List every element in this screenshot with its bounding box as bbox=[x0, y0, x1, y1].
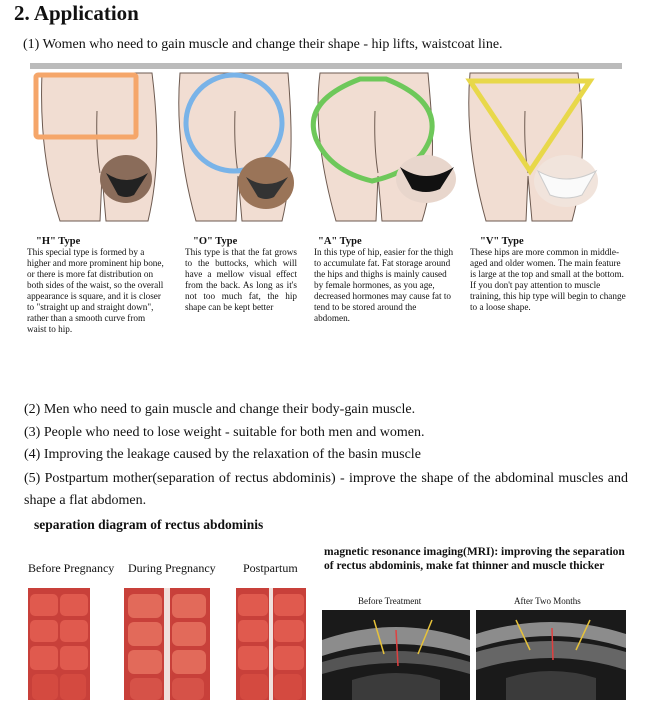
hip-type-title: "O" Type bbox=[193, 236, 238, 247]
hip-type-a bbox=[314, 236, 454, 324]
mri-after-image bbox=[476, 610, 626, 700]
application-item-2: (2) Men who need to gain muscle and change their body-gain muscle. bbox=[24, 402, 416, 417]
abdomen-postpartum bbox=[236, 588, 306, 700]
application-item-4: (4) Improving the leakage caused by the relaxation of the basin muscle bbox=[24, 447, 421, 462]
hip-type-v bbox=[470, 236, 628, 313]
strip-top-shade bbox=[30, 63, 622, 69]
hip-type-description: This special type is formed by a higher and more prominent hip bone, or there is more fat distribution on both sides of the waist, so the overall appearance is square, and it is closer to "straight up and straight down", rather than a smooth curve from waist to hip. bbox=[27, 247, 164, 334]
mri-title: magnetic resonance imaging(MRI): improving the separation of rectus abdominis, make fat thinner and muscle thicker bbox=[324, 546, 625, 572]
stage-label-during: During Pregnancy bbox=[128, 561, 216, 575]
application-item-5: (5) Postpartum mother(separation of rectus abdominis) - improve the shape of the abdominal muscles and shape a flat abdomen. bbox=[24, 471, 628, 508]
section-heading: 2. Application bbox=[14, 1, 139, 25]
stage-label-postpartum: Postpartum bbox=[243, 561, 298, 575]
hip-type-title: "A" Type bbox=[318, 236, 362, 247]
hip-figure-h bbox=[36, 73, 157, 221]
hip-figure-o bbox=[179, 73, 294, 221]
hip-type-o bbox=[185, 236, 297, 313]
abdomen-before-pregnancy bbox=[28, 588, 90, 700]
mri-before-label: Before Treatment bbox=[358, 596, 422, 606]
mri-after-label: After Two Months bbox=[514, 596, 581, 606]
rectus-abdominis-illustration bbox=[28, 588, 312, 700]
hip-type-description: This type is that the fat grows to the buttocks, which will have a mellow visual effect from the back. As long as it's not too much fat, the hip shape can be kept better bbox=[185, 247, 297, 312]
stage-label-before: Before Pregnancy bbox=[28, 561, 115, 575]
hip-shapes-illustration bbox=[30, 61, 622, 229]
separation-diagram-title: separation diagram of rectus abdominis bbox=[34, 517, 264, 532]
intro-line: (1) Women who need to gain muscle and change their shape - hip lifts, waistcoat line. bbox=[23, 37, 503, 52]
hip-type-h bbox=[27, 236, 164, 335]
mri-before-image bbox=[322, 610, 470, 700]
hip-type-description: In this type of hip, easier for the thigh to accumulate fat. Fat storage around the hips and thighs is mainly caused by female hormones, as you age, decreased hormones may cause fat to tend to be stored around the abdomen. bbox=[314, 247, 454, 323]
application-item-3: (3) People who need to lose weight - suitable for both men and women. bbox=[24, 425, 425, 440]
hip-type-description: These hips are more common in middle-aged and older women. The main feature is large at the top and small at the bottom. If you don't pay attention to muscle training, this hip type will begin to change to a loose shape. bbox=[470, 247, 626, 312]
hip-type-title: "H" Type bbox=[36, 236, 81, 247]
hip-type-title: "V" Type bbox=[480, 236, 524, 247]
abdomen-during-pregnancy bbox=[124, 588, 210, 700]
hip-figure-a bbox=[313, 73, 456, 221]
hip-figure-v bbox=[469, 73, 598, 221]
